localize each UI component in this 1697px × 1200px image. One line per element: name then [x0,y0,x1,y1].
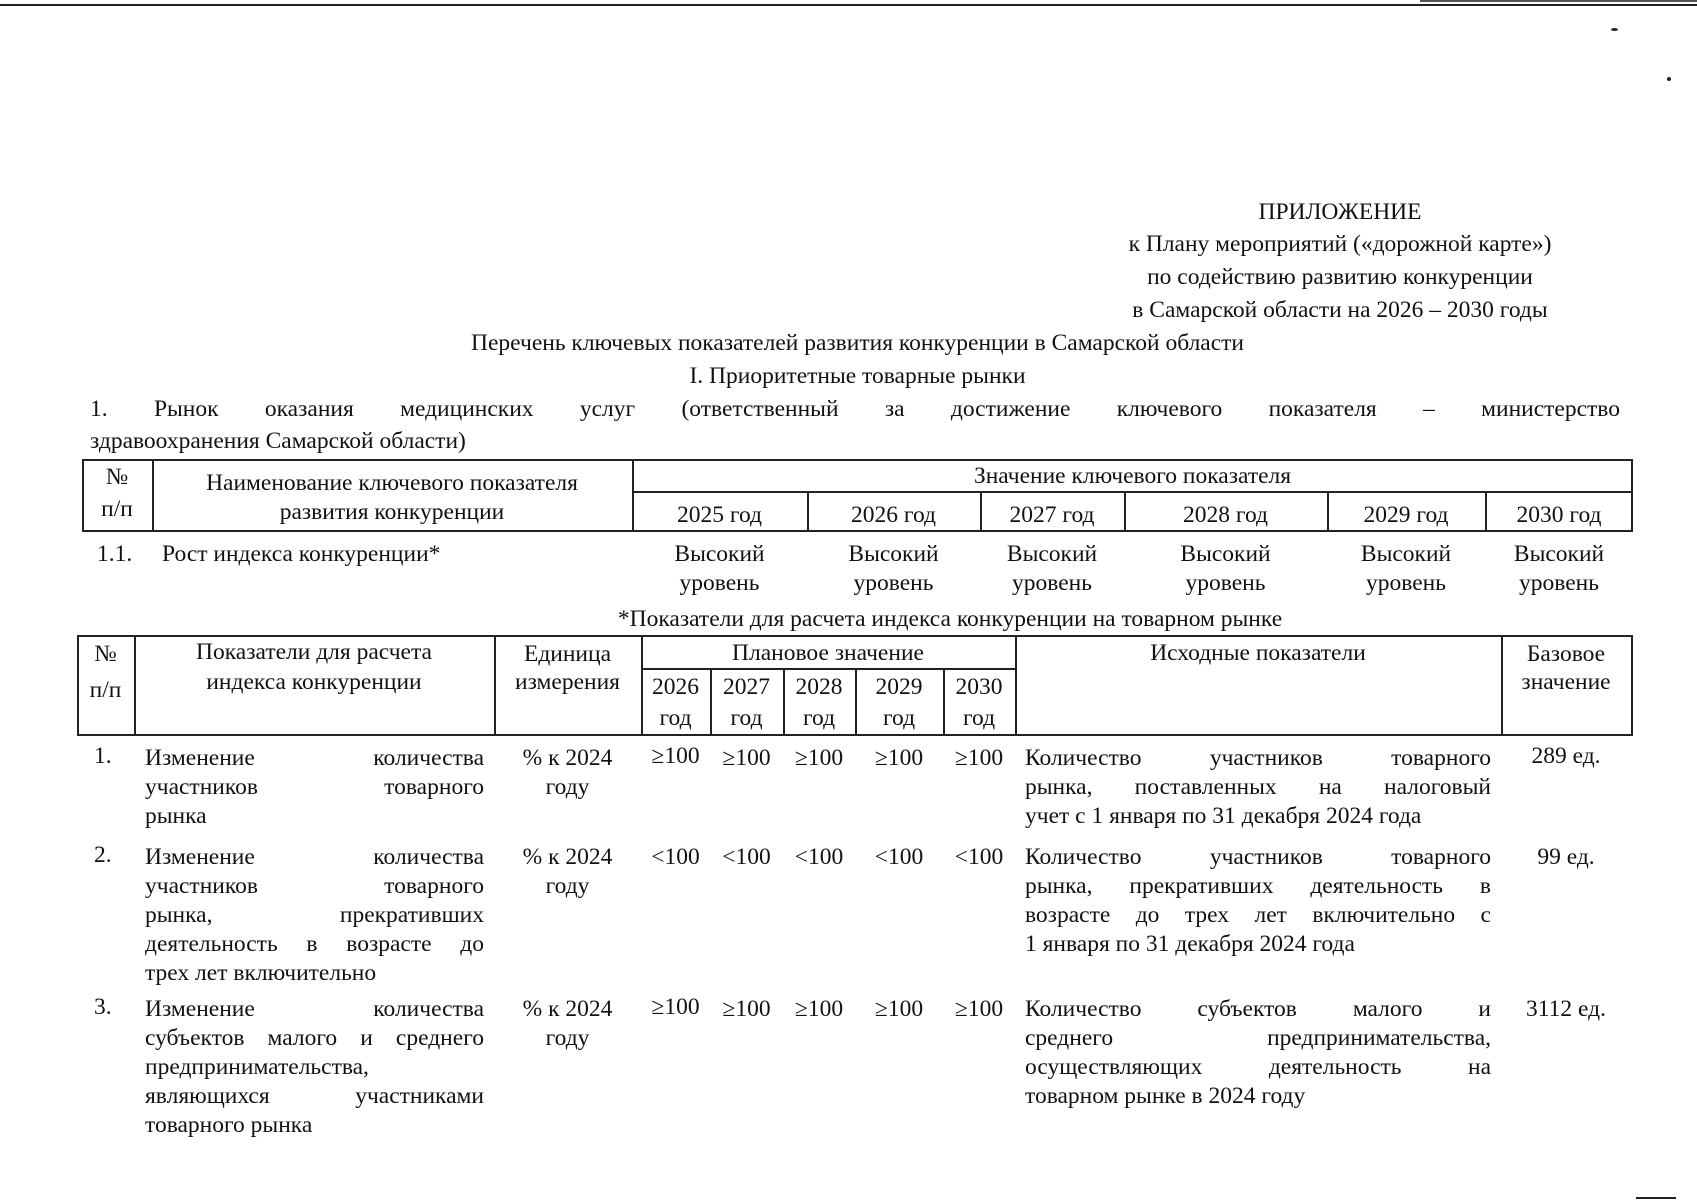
header-indicator-name-line-2: развития конкуренции [279,499,505,525]
calc-header-source-indicators: Исходные показатели [1150,640,1366,666]
calc-row-2-unit-line-1: % к 2024 [522,844,613,870]
key-row-value-2029-line-1: Высокий [1360,541,1452,567]
calc-row-1-plan-2027: ≥100 [722,745,771,771]
calc-row-2-plan-2029: <100 [874,844,924,870]
header-year-2027: 2027 год [1009,502,1095,528]
calc-header-year-2026: 2026 [652,674,699,700]
calc-row-3-source-line-1: Количество субъектов малого и [1025,996,1491,1022]
calc-row-2-source-line-3: возрасте до трех лет включительно с [1025,902,1491,928]
calc-row-1-source-line-2: рынка, поставленных на налоговый [1025,774,1491,800]
scan-speck [1636,1197,1676,1199]
calc-row-2-unit-line-2: году [545,873,590,899]
calc-row-3-unit-line-1: % к 2024 [522,996,613,1022]
calc-row-3-name-line-4: являющихся участниками [145,1083,484,1109]
calc-header-number-line-1: № [94,641,117,667]
calc-header-year-2029-suffix: год [882,705,916,731]
key-row-value-2027-line-1: Высокий [1006,541,1098,567]
calc-header-year-2028: 2028 [795,674,843,700]
calc-row-1-unit-line-2: году [545,774,590,800]
calc-row-3-source-line-2: среднего предпринимательства, [1025,1025,1491,1051]
calc-row-3-source-line-4: товарном рынке в 2024 году [1025,1083,1306,1109]
calculation-table-header [77,635,1633,736]
calc-header-name-line-2: индекса конкуренции [206,669,422,695]
appendix-title: ПРИЛОЖЕНИЕ [1258,199,1422,225]
key-row-value-2030-line-1: Высокий [1513,541,1605,567]
calc-row-1-source-line-1: Количество участников товарного [1025,745,1491,771]
calc-row-2-plan-2028: <100 [794,844,844,870]
calc-row-3-name-line-2: субъектов малого и среднего [145,1025,484,1051]
calc-row-2-source-line-4: 1 января по 31 декабря 2024 года [1025,931,1355,957]
header-indicator-value: Значение ключевого показателя [973,463,1292,489]
calc-header-unit-line-2: измерения [515,669,620,695]
calc-header-year-2027-suffix: год [730,705,763,731]
calc-header-year-2030-suffix: год [962,705,996,731]
calc-row-3-name-line-3: предпринимательства, [145,1054,369,1080]
calc-row-3-base-value: 3112 ед. [1526,996,1606,1022]
page-top-border-fragment [1420,0,1697,2]
key-indicator-table [82,459,1633,532]
key-row-value-2030-line-2: уровень [1519,570,1599,596]
header-year-2029: 2029 год [1363,502,1449,528]
calc-row-3-name-line-5: товарного рынка [145,1112,313,1138]
footnote-title: *Показатели для расчета индекса конкуренции на товарном рынке [617,606,1283,632]
calc-header-year-2029: 2029 [875,674,923,700]
calc-header-year-2030: 2030 [955,674,1003,700]
calc-header-base-line-1: Базовое [1526,641,1606,667]
calc-row-1-plan-2026: ≥100 [651,743,700,769]
calc-row-2-source-line-1: Количество участников товарного [1025,844,1491,870]
calc-row-1-number: 1. [94,743,112,769]
key-row-value-2025-line-1: Высокий [674,541,765,567]
header-indicator-name-line-1: Наименование ключевого показателя [206,470,578,496]
document-title: Перечень ключевых показателей развития конкуренции в Самарской области [471,330,1244,356]
calc-row-2-source-line-2: рынка, прекративших деятельность в [1025,873,1491,899]
scan-speck [1611,28,1618,31]
appendix-line-1: к Плану мероприятий («дорожной карте») [1128,231,1552,257]
calc-row-1-plan-2028: ≥100 [794,745,844,771]
key-row-value-2028-line-2: уровень [1185,570,1266,596]
calc-row-2-number: 2. [94,842,112,868]
calc-row-2-base-value: 99 ед. [1537,844,1595,870]
calc-row-3-plan-2026: ≥100 [651,994,700,1020]
calc-row-3-source-line-3: осуществляющих деятельность на [1025,1054,1491,1080]
calc-row-3-plan-2030: ≥100 [954,996,1004,1022]
calc-row-2-name-line-3: рынка, прекративших [145,902,484,928]
calc-row-2-plan-2027: <100 [722,844,771,870]
calc-row-2-name-line-2: участников товарного [145,873,484,899]
calc-header-name-line-1: Показатели для расчета [196,639,432,665]
calc-row-2-plan-2030: <100 [954,844,1004,870]
calc-row-2-plan-2026: <100 [651,844,700,870]
calc-header-unit-line-1: Единица [523,641,612,667]
calc-row-3-plan-2027: ≥100 [722,996,771,1022]
key-row-number: 1.1. [97,541,133,567]
calc-header-plan-value: Плановое значение [732,640,924,666]
calc-row-1-plan-2030: ≥100 [954,745,1004,771]
calc-header-year-2026-suffix: год [659,705,692,731]
key-row-name: Рост индекса конкуренции* [162,541,441,567]
market-description-line-1: 1. Рынок оказания медицинских услуг (ответственный за достижение ключевого показателя – министерство [90,396,1620,422]
calc-row-1-source-line-3: учет с 1 января по 31 декабря 2024 года [1025,803,1422,829]
key-row-value-2026-line-1: Высокий [848,541,939,567]
header-year-2025: 2025 год [677,502,762,528]
key-row-value-2029-line-2: уровень [1366,570,1446,596]
calc-row-3-name-line-1: Изменение количества [145,996,484,1022]
header-year-2026: 2026 год [851,502,936,528]
calc-row-1-name-line-1: Изменение количества [145,745,484,771]
key-row-value-2027-line-2: уровень [1012,570,1092,596]
calc-header-number-line-2: п/п [89,677,122,703]
calc-row-2-name-line-5: трех лет включительно [145,960,377,986]
header-year-2028: 2028 год [1183,502,1268,528]
page-top-border [0,4,1697,6]
calc-row-1-base-value: 289 ед. [1531,743,1601,769]
calc-row-1-plan-2029: ≥100 [874,745,924,771]
scan-speck [1667,77,1671,81]
key-row-value-2028-line-1: Высокий [1180,541,1271,567]
calc-header-year-2028-suffix: год [802,705,836,731]
calc-row-3-plan-2029: ≥100 [874,996,924,1022]
calc-header-year-2027: 2027 [723,674,770,700]
appendix-line-2: по содействию развитию конкуренции [1147,264,1533,290]
calc-row-3-number: 3. [94,994,112,1020]
calc-row-1-name-line-3: рынка [145,803,207,829]
calc-row-1-unit-line-1: % к 2024 [522,745,613,771]
section-title: I. Приоритетные товарные рынки [689,363,1026,389]
key-row-value-2025-line-2: уровень [679,570,760,596]
calc-row-1-name-line-2: участников товарного [145,774,484,800]
key-row-value-2026-line-2: уровень [853,570,934,596]
calc-row-3-unit-line-2: году [545,1025,590,1051]
header-number-line-1: № [105,464,129,490]
calc-header-base-line-2: значение [1521,669,1611,695]
calc-row-3-plan-2028: ≥100 [794,996,844,1022]
calc-row-2-name-line-1: Изменение количества [145,844,484,870]
market-description-line-2: здравоохранения Самарской области) [90,428,466,454]
header-year-2030: 2030 год [1516,502,1602,528]
header-number-line-2: п/п [101,496,133,522]
calc-row-2-name-line-4: деятельность в возрасте до [145,931,484,957]
appendix-line-3: в Самарской области на 2026 – 2030 годы [1132,297,1548,323]
